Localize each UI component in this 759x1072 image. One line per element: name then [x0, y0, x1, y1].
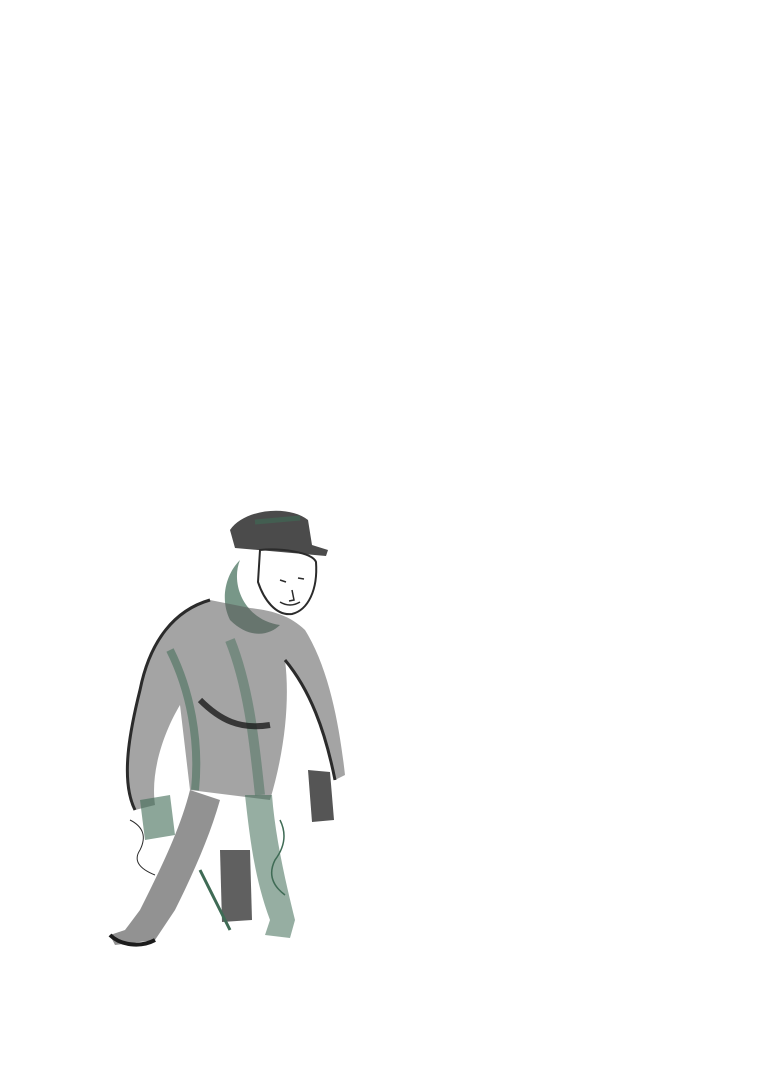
woodcutter-illustration-icon — [80, 490, 350, 970]
paragraph — [116, 88, 674, 108]
full-width-text-block — [116, 88, 674, 108]
